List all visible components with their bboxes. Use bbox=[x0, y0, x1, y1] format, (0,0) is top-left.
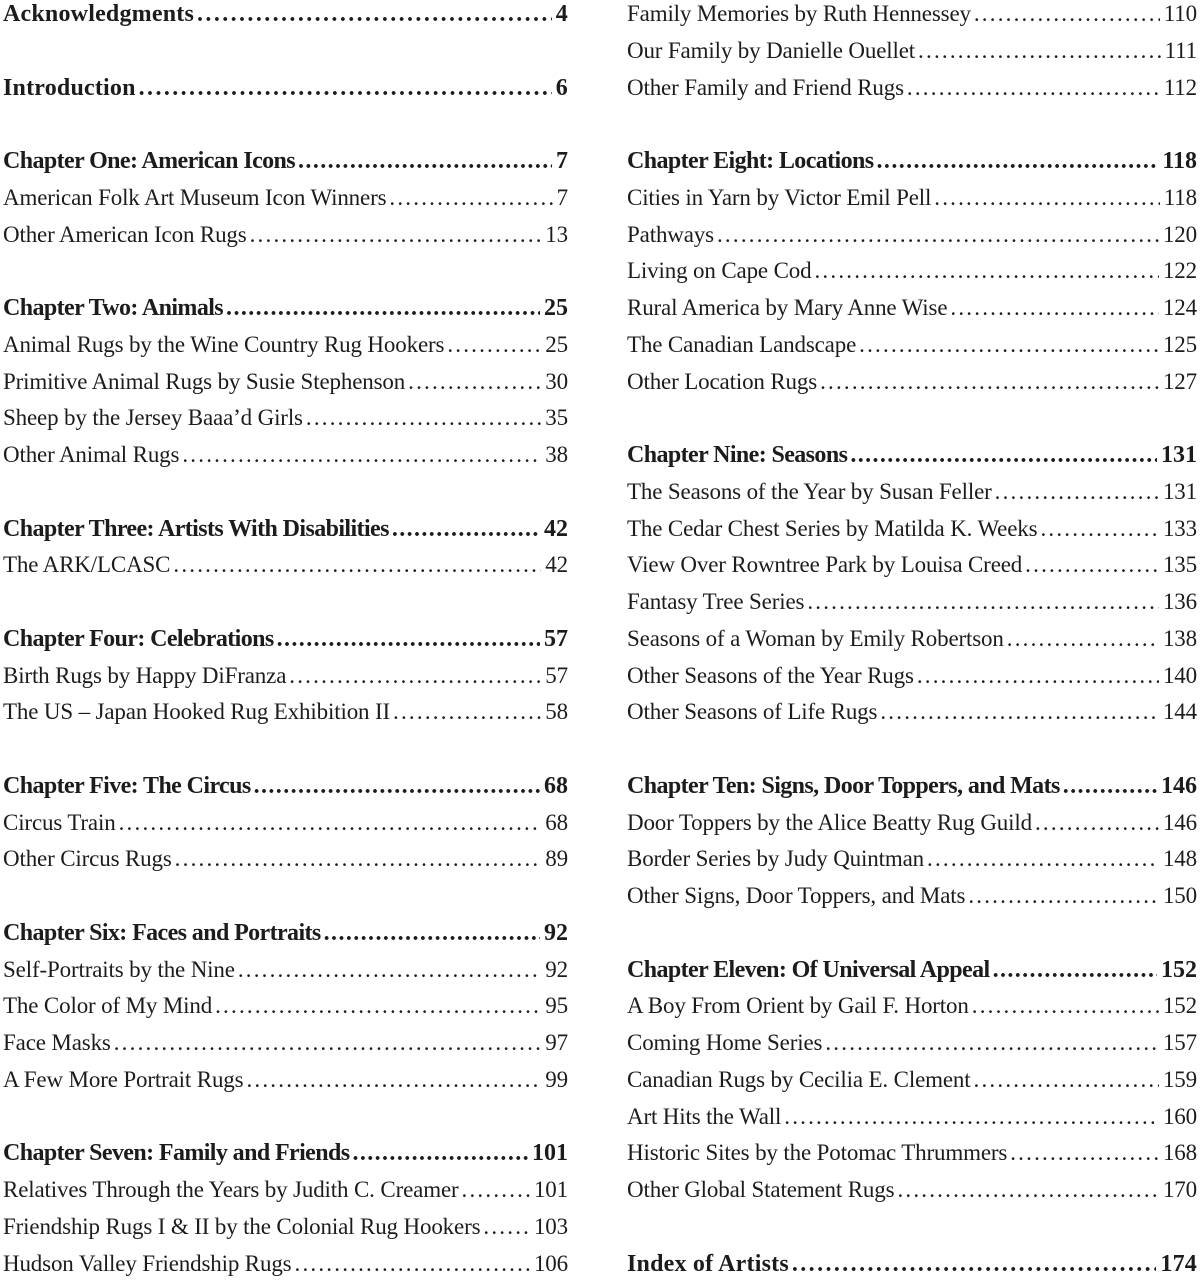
toc-title: Other Global Statement Rugs bbox=[627, 1172, 894, 1209]
page-number: 159 bbox=[1159, 1062, 1197, 1099]
page-number: 110 bbox=[1160, 0, 1197, 33]
page-number: 95 bbox=[541, 988, 568, 1025]
dot-leader bbox=[781, 1099, 1159, 1136]
toc-title: The ARK/LCASC bbox=[3, 547, 170, 584]
page-number: 118 bbox=[1158, 143, 1197, 180]
page-number: 111 bbox=[1161, 33, 1197, 70]
section-gap bbox=[3, 1099, 568, 1136]
dot-leader bbox=[251, 768, 540, 805]
page-number: 57 bbox=[541, 658, 568, 695]
toc-entry bbox=[3, 400, 568, 437]
page-number: 118 bbox=[1160, 180, 1197, 217]
toc-title: Historic Sites by the Potomac Thrummers bbox=[627, 1135, 1007, 1172]
toc-title: View Over Rowntree Park by Louisa Creed bbox=[627, 547, 1022, 584]
toc-heading bbox=[3, 511, 568, 548]
toc-entry bbox=[627, 878, 1197, 915]
page-number: 25 bbox=[540, 290, 568, 327]
toc-title: Animal Rugs by the Wine Country Rug Hookers bbox=[3, 327, 444, 364]
section-gap bbox=[627, 915, 1197, 952]
page-number: 127 bbox=[1159, 364, 1197, 401]
toc-heading bbox=[627, 952, 1197, 989]
dot-leader bbox=[915, 33, 1161, 70]
toc-entry bbox=[627, 621, 1197, 658]
page-number: 125 bbox=[1159, 327, 1197, 364]
dot-leader bbox=[179, 437, 541, 474]
toc-entry bbox=[3, 1062, 568, 1099]
section-gap bbox=[3, 106, 568, 143]
toc-title: Fantasy Tree Series bbox=[627, 584, 804, 621]
dot-leader bbox=[990, 952, 1157, 989]
toc-heading bbox=[3, 768, 568, 805]
dot-leader bbox=[914, 658, 1159, 695]
toc-entry bbox=[3, 988, 568, 1025]
toc-title: Other Animal Rugs bbox=[3, 437, 179, 474]
toc-title: Pathways bbox=[627, 217, 714, 254]
toc-entry bbox=[627, 694, 1197, 731]
toc-heading bbox=[627, 143, 1197, 180]
dot-leader bbox=[111, 1025, 542, 1062]
toc-entry bbox=[627, 290, 1197, 327]
toc-title: Door Toppers by the Alice Beatty Rug Guild bbox=[627, 805, 1032, 842]
dot-leader bbox=[969, 988, 1159, 1025]
dot-leader bbox=[303, 400, 541, 437]
page-number: 133 bbox=[1159, 511, 1197, 548]
toc-heading bbox=[3, 70, 568, 107]
dot-leader bbox=[170, 547, 541, 584]
toc-title: American Folk Art Museum Icon Winners bbox=[3, 180, 386, 217]
toc-heading bbox=[627, 1246, 1197, 1282]
dot-leader bbox=[235, 952, 541, 989]
toc-entry bbox=[627, 988, 1197, 1025]
page-number: 168 bbox=[1159, 1135, 1197, 1172]
page-number: 57 bbox=[540, 621, 568, 658]
page-number: 97 bbox=[541, 1025, 568, 1062]
page-number: 131 bbox=[1159, 474, 1197, 511]
toc-title: Introduction bbox=[3, 70, 136, 107]
dot-leader bbox=[295, 143, 552, 180]
toc-heading bbox=[3, 143, 568, 180]
toc-entry bbox=[3, 1025, 568, 1062]
dot-leader bbox=[386, 180, 552, 217]
dot-leader bbox=[924, 841, 1159, 878]
page-number: 124 bbox=[1159, 290, 1197, 327]
toc-entry bbox=[3, 1209, 568, 1246]
toc-entry bbox=[3, 180, 568, 217]
page-number: 144 bbox=[1159, 694, 1197, 731]
page-number: 103 bbox=[530, 1209, 568, 1246]
section-gap bbox=[3, 253, 568, 290]
page-number: 68 bbox=[541, 805, 568, 842]
toc-title: Cities in Yarn by Victor Emil Pell bbox=[627, 180, 931, 217]
dot-leader bbox=[847, 437, 1157, 474]
toc-heading bbox=[627, 437, 1197, 474]
page-number: 7 bbox=[552, 143, 568, 180]
page-number: 174 bbox=[1156, 1246, 1197, 1282]
toc-entry bbox=[627, 1099, 1197, 1136]
dot-leader bbox=[971, 0, 1160, 33]
page-number: 6 bbox=[552, 70, 568, 107]
toc-entry bbox=[627, 1062, 1197, 1099]
dot-leader bbox=[822, 1025, 1159, 1062]
toc-entry bbox=[627, 1135, 1197, 1172]
page-number: 146 bbox=[1159, 805, 1197, 842]
toc-title: Other American Icon Rugs bbox=[3, 217, 247, 254]
page-number: 106 bbox=[530, 1246, 568, 1282]
toc-title: Chapter Ten: Signs, Door Toppers, and Mats bbox=[627, 768, 1060, 805]
dot-leader bbox=[243, 1062, 541, 1099]
toc-entry bbox=[627, 841, 1197, 878]
toc-entry bbox=[627, 1025, 1197, 1062]
toc-entry bbox=[3, 1246, 568, 1282]
toc-title: Hudson Valley Friendship Rugs bbox=[3, 1246, 292, 1282]
page-number: 13 bbox=[541, 217, 568, 254]
toc-heading bbox=[3, 1135, 568, 1172]
dot-leader bbox=[817, 364, 1159, 401]
toc-entry bbox=[627, 70, 1197, 107]
page-number: 92 bbox=[540, 915, 568, 952]
dot-leader bbox=[874, 143, 1159, 180]
toc-entry bbox=[627, 511, 1197, 548]
toc-title: Chapter Eleven: Of Universal Appeal bbox=[627, 952, 990, 989]
page-number: 92 bbox=[541, 952, 568, 989]
page-number: 99 bbox=[541, 1062, 568, 1099]
toc-title: Other Seasons of the Year Rugs bbox=[627, 658, 914, 695]
toc-title: Canadian Rugs by Cecilia E. Clement bbox=[627, 1062, 971, 1099]
toc-title: A Few More Portrait Rugs bbox=[3, 1062, 243, 1099]
toc-title: Chapter Three: Artists With Disabilities bbox=[3, 511, 389, 548]
toc-title: Circus Train bbox=[3, 805, 116, 842]
toc-entry bbox=[3, 364, 568, 401]
toc-heading bbox=[627, 768, 1197, 805]
dot-leader bbox=[1060, 768, 1157, 805]
toc-title: Other Seasons of Life Rugs bbox=[627, 694, 877, 731]
toc-title: Other Family and Friend Rugs bbox=[627, 70, 904, 107]
page-number: 152 bbox=[1159, 988, 1197, 1025]
toc-entry bbox=[627, 658, 1197, 695]
toc-entry bbox=[3, 1172, 568, 1209]
page-number: 58 bbox=[541, 694, 568, 731]
dot-leader bbox=[116, 805, 542, 842]
dot-leader bbox=[389, 511, 540, 548]
dot-leader bbox=[789, 1246, 1157, 1282]
page-number: 150 bbox=[1159, 878, 1197, 915]
dot-leader bbox=[856, 327, 1159, 364]
page-number: 138 bbox=[1159, 621, 1197, 658]
dot-leader bbox=[459, 1172, 530, 1209]
page-number: 89 bbox=[541, 841, 568, 878]
page-number: 170 bbox=[1159, 1172, 1197, 1209]
toc-title: Chapter One: American Icons bbox=[3, 143, 295, 180]
section-gap bbox=[3, 33, 568, 70]
toc-entry bbox=[627, 253, 1197, 290]
dot-leader bbox=[811, 253, 1158, 290]
toc-title: Primitive Animal Rugs by Susie Stephenson bbox=[3, 364, 405, 401]
dot-leader bbox=[992, 474, 1159, 511]
toc-title: Border Series by Judy Quintman bbox=[627, 841, 924, 878]
page-number: 160 bbox=[1159, 1099, 1197, 1136]
toc-title: Other Signs, Door Toppers, and Mats bbox=[627, 878, 965, 915]
dot-leader bbox=[223, 290, 540, 327]
dot-leader bbox=[247, 217, 542, 254]
dot-leader bbox=[292, 1246, 530, 1282]
page-number: 35 bbox=[541, 400, 568, 437]
dot-leader bbox=[136, 70, 552, 107]
toc-title: Chapter Seven: Family and Friends bbox=[3, 1135, 349, 1172]
toc-entry bbox=[627, 180, 1197, 217]
page-number: 140 bbox=[1159, 658, 1197, 695]
toc-entry bbox=[3, 952, 568, 989]
toc-title: Chapter Five: The Circus bbox=[3, 768, 251, 805]
toc-entry bbox=[627, 547, 1197, 584]
toc-title: Living on Cape Cod bbox=[627, 253, 811, 290]
page-number: 25 bbox=[541, 327, 568, 364]
toc-title: A Boy From Orient by Gail F. Horton bbox=[627, 988, 969, 1025]
dot-leader bbox=[480, 1209, 530, 1246]
toc-entry bbox=[3, 658, 568, 695]
toc-column-left bbox=[3, 0, 568, 1282]
toc-title: Face Masks bbox=[3, 1025, 111, 1062]
toc-title: Rural America by Mary Anne Wise bbox=[627, 290, 947, 327]
page-number: 148 bbox=[1159, 841, 1197, 878]
dot-leader bbox=[1022, 547, 1159, 584]
dot-leader bbox=[390, 694, 541, 731]
dot-leader bbox=[971, 1062, 1159, 1099]
toc-title: Art Hits the Wall bbox=[627, 1099, 781, 1136]
toc-entry bbox=[627, 805, 1197, 842]
section-gap bbox=[627, 400, 1197, 437]
toc-title: Sheep by the Jersey Baaa’d Girls bbox=[3, 400, 303, 437]
toc-entry bbox=[3, 327, 568, 364]
toc-title: Acknowledgments bbox=[3, 0, 194, 33]
toc-title: Seasons of a Woman by Emily Robertson bbox=[627, 621, 1004, 658]
dot-leader bbox=[405, 364, 541, 401]
toc-entry bbox=[3, 217, 568, 254]
section-gap bbox=[627, 731, 1197, 768]
dot-leader bbox=[286, 658, 541, 695]
toc-title: Chapter Six: Faces and Portraits bbox=[3, 915, 321, 952]
page-number: 122 bbox=[1159, 253, 1197, 290]
toc-title: Index of Artists bbox=[627, 1246, 789, 1282]
dot-leader bbox=[349, 1135, 528, 1172]
toc-entry bbox=[3, 841, 568, 878]
toc-entry bbox=[627, 364, 1197, 401]
page-number: 157 bbox=[1159, 1025, 1197, 1062]
toc-column-right bbox=[627, 0, 1197, 1282]
toc-heading bbox=[3, 290, 568, 327]
page-number: 152 bbox=[1157, 952, 1197, 989]
dot-leader bbox=[877, 694, 1159, 731]
page-number: 146 bbox=[1157, 768, 1197, 805]
toc-entry bbox=[627, 327, 1197, 364]
toc-entry bbox=[627, 1172, 1197, 1209]
toc-title: Family Memories by Ruth Hennessey bbox=[627, 0, 971, 33]
page-number: 42 bbox=[541, 547, 568, 584]
dot-leader bbox=[804, 584, 1159, 621]
dot-leader bbox=[194, 0, 552, 33]
toc-title: Friendship Rugs I & II by the Colonial Rug Hookers bbox=[3, 1209, 480, 1246]
dot-leader bbox=[274, 621, 540, 658]
page-number: 136 bbox=[1159, 584, 1197, 621]
page-number: 131 bbox=[1157, 437, 1197, 474]
dot-leader bbox=[172, 841, 542, 878]
toc-entry bbox=[627, 584, 1197, 621]
dot-leader bbox=[1037, 511, 1158, 548]
page-number: 42 bbox=[540, 511, 568, 548]
toc-entry bbox=[627, 217, 1197, 254]
dot-leader bbox=[714, 217, 1159, 254]
page-number: 38 bbox=[541, 437, 568, 474]
dot-leader bbox=[444, 327, 541, 364]
dot-leader bbox=[965, 878, 1159, 915]
toc-title: The Canadian Landscape bbox=[627, 327, 856, 364]
section-gap bbox=[627, 106, 1197, 143]
dot-leader bbox=[931, 180, 1160, 217]
toc-title: Chapter Nine: Seasons bbox=[627, 437, 847, 474]
toc-title: Other Location Rugs bbox=[627, 364, 817, 401]
page-number: 7 bbox=[553, 180, 568, 217]
toc-title: Coming Home Series bbox=[627, 1025, 822, 1062]
page-number: 4 bbox=[552, 0, 568, 33]
dot-leader bbox=[1004, 621, 1159, 658]
page-number: 68 bbox=[540, 768, 568, 805]
section-gap bbox=[3, 584, 568, 621]
toc-heading bbox=[3, 0, 568, 33]
toc-title: The US – Japan Hooked Rug Exhibition II bbox=[3, 694, 390, 731]
page-number: 101 bbox=[530, 1172, 568, 1209]
page-number: 30 bbox=[541, 364, 568, 401]
page-number: 135 bbox=[1159, 547, 1197, 584]
dot-leader bbox=[947, 290, 1159, 327]
section-gap bbox=[3, 474, 568, 511]
dot-leader bbox=[894, 1172, 1159, 1209]
toc-heading bbox=[3, 915, 568, 952]
dot-leader bbox=[1032, 805, 1159, 842]
dot-leader bbox=[212, 988, 541, 1025]
toc-title: The Color of My Mind bbox=[3, 988, 212, 1025]
toc-title: Birth Rugs by Happy DiFranza bbox=[3, 658, 286, 695]
toc-heading bbox=[3, 621, 568, 658]
toc-title: The Cedar Chest Series by Matilda K. Weeks bbox=[627, 511, 1037, 548]
toc-title: Chapter Eight: Locations bbox=[627, 143, 874, 180]
toc-title: Chapter Two: Animals bbox=[3, 290, 223, 327]
toc-title: The Seasons of the Year by Susan Feller bbox=[627, 474, 992, 511]
section-gap bbox=[627, 1209, 1197, 1246]
dot-leader bbox=[904, 70, 1160, 107]
page-number: 112 bbox=[1160, 70, 1197, 107]
toc-entry bbox=[3, 694, 568, 731]
toc-entry bbox=[627, 0, 1197, 33]
dot-leader bbox=[1007, 1135, 1159, 1172]
toc-title: Relatives Through the Years by Judith C. Creamer bbox=[3, 1172, 459, 1209]
toc-entry bbox=[3, 437, 568, 474]
toc-title: Other Circus Rugs bbox=[3, 841, 172, 878]
page-number: 101 bbox=[528, 1135, 568, 1172]
toc-title: Chapter Four: Celebrations bbox=[3, 621, 274, 658]
toc-title: Our Family by Danielle Ouellet bbox=[627, 33, 915, 70]
dot-leader bbox=[321, 915, 540, 952]
section-gap bbox=[3, 731, 568, 768]
toc-entry bbox=[3, 547, 568, 584]
section-gap bbox=[3, 878, 568, 915]
toc-entry bbox=[3, 805, 568, 842]
toc-entry bbox=[627, 33, 1197, 70]
toc-entry bbox=[627, 474, 1197, 511]
toc-title: Self-Portraits by the Nine bbox=[3, 952, 235, 989]
page-number: 120 bbox=[1159, 217, 1197, 254]
